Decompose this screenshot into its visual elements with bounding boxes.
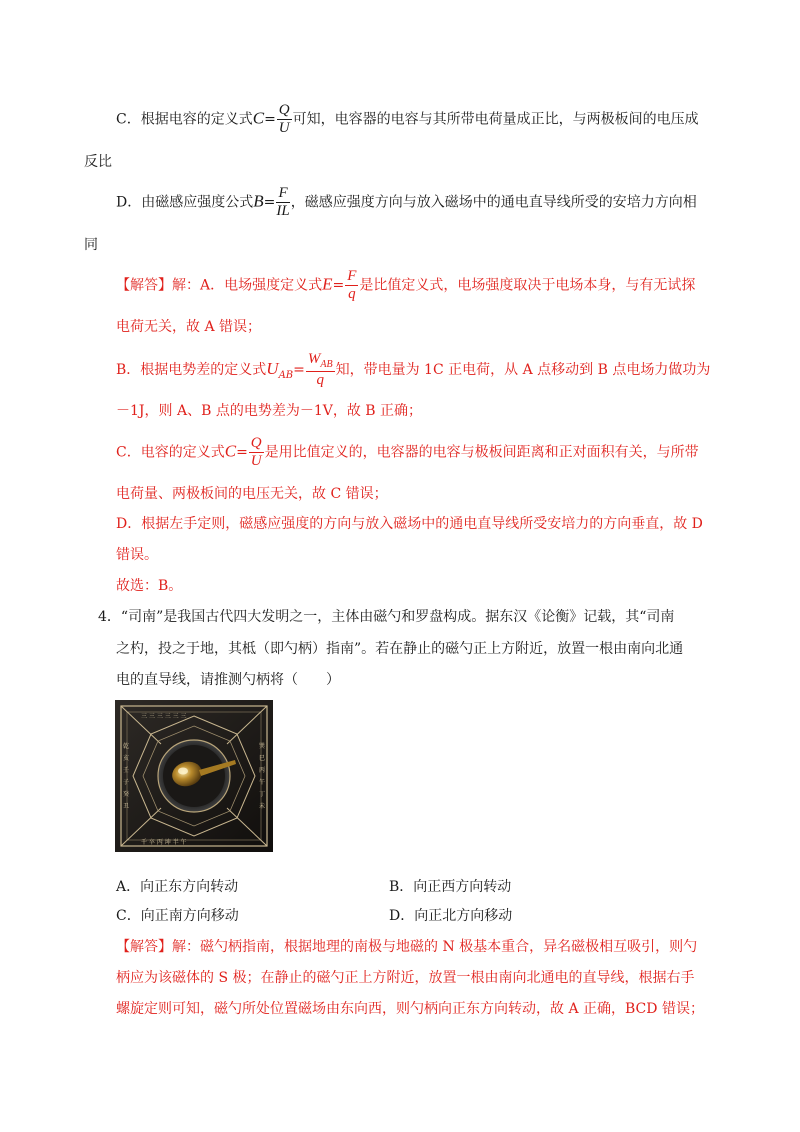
answer-line-c-continuation: 电荷量、两极板间的电压无关，故 C 错误； <box>116 486 388 502</box>
answer-line-d: D．根据左手定则，磁感应强度的方向与放入磁场中的通电直导线所受安培力的方向垂直，故 D <box>116 516 703 532</box>
numerator-subscript: AB <box>320 359 333 370</box>
answer4-line-1 <box>116 937 697 957</box>
svg-text:丁: 丁 <box>259 791 266 798</box>
svg-text:未: 未 <box>259 803 266 810</box>
question-4-line-1: 4．“司南”是我国古代四大发明之一，主体由磁勺和罗盘构成。据东汉《论衡》记载，其“司南 <box>98 609 675 625</box>
svg-text:亥: 亥 <box>123 755 130 762</box>
answer-a-suffix: 是比值定义式，电场强度取决于电场本身，与有无试探 <box>359 277 696 294</box>
svg-text:千 卒 丙 坤 半 午: 千 卒 丙 坤 半 午 <box>141 839 187 846</box>
fraction-denominator: U <box>278 120 290 136</box>
fraction <box>249 436 264 469</box>
fraction <box>306 352 335 388</box>
fraction <box>345 269 358 302</box>
svg-text:癸: 癸 <box>123 791 130 798</box>
answer-line-b-continuation: －1J，则 A、B 点的电势差为－1V，故 B 正确； <box>116 403 423 419</box>
formula-lhs: C <box>252 108 265 128</box>
q4-option-b: B．向正西方向转动 <box>389 879 512 895</box>
fraction <box>277 103 292 136</box>
answer-tag: 【解答】 <box>116 939 172 955</box>
sinan-compass-photo <box>113 698 275 854</box>
answer-line-a: 【解答】解：A．电场强度定义式E= $\frac{F}{q}$ 是比值定义式，电场强度取决于电场本身，与有无试探 <box>116 268 696 302</box>
svg-text:乾: 乾 <box>123 743 130 750</box>
fraction-denominator: IL <box>276 203 290 219</box>
answer-line-c: C．电容的定义式C= $\frac{Q}{U}$ 是用比值定义的，电容器的电容与极板间距离和正对面积有关，与所带 <box>116 435 699 469</box>
question-4-line-3: 电的直导线，请推测勺柄将（ ） <box>116 672 340 688</box>
q4-option-a: A．向正东方向转动 <box>116 879 239 895</box>
svg-text:子: 子 <box>123 779 130 786</box>
answer4-line-3: 螺旋定则可知，磁勺所处位置磁场由东向西，则勺柄向正东方向转动，故 A 正确，BCD 错误； <box>116 1001 704 1017</box>
fraction-numerator: F <box>276 186 289 203</box>
option-c: C．根据电容的定义式C= $\frac{Q}{U}$ 可知，电容器的电容与其所带电荷量成正比，与两极板间的电压成 <box>116 102 699 136</box>
option-c-suffix: 可知，电容器的电容与其所带电荷量成正比，与两极板间的电压成 <box>292 111 699 128</box>
answer-b-suffix: 知，带电量为 1C 正电荷，从 A 点移动到 B 点电场力做功为 <box>335 362 711 378</box>
answer-line-b: B．根据电势差的定义式$U_{AB}=$ $\frac{W_{AB}}{q}$ 知，带电量为 1C 正电荷，从 A 点移动到 B 点电场力做功为 <box>116 351 711 388</box>
fraction-numerator <box>306 352 335 372</box>
question-4-line-2: 之杓，投之于地，其柢（即勺柄）指南”。若在静止的磁勺正上方附近，放置一根由南向北通 <box>116 641 684 657</box>
svg-text:壬: 壬 <box>123 767 130 774</box>
answer-c-suffix: 是用比值定义的，电容器的电容与极板间距离和正对面积有关，与所带 <box>264 444 699 461</box>
fraction-denominator: U <box>250 453 262 469</box>
numerator-symbol: W <box>307 351 321 367</box>
option-d-continuation: 同 <box>84 237 98 253</box>
fraction-denominator: q <box>316 372 324 388</box>
fraction <box>276 186 289 219</box>
answer-tag: 【解答】 <box>116 277 172 294</box>
answer-a-prefix: 解：A．电场强度定义式 <box>172 277 323 294</box>
svg-text:巽: 巽 <box>259 743 266 750</box>
answer-line-a-continuation: 电荷无关，故 A 错误； <box>116 319 262 335</box>
answer-line-d-continuation: 错误。 <box>116 547 158 563</box>
q4-option-c: C．向正南方向移动 <box>116 908 239 924</box>
formula-lhs: C <box>224 441 237 461</box>
option-c-prefix: C．根据电容的定义式 <box>116 111 253 128</box>
answer-b-prefix: B．根据电势差的定义式 <box>116 362 267 378</box>
svg-text:午: 午 <box>259 779 266 786</box>
svg-text:丙: 丙 <box>259 767 266 774</box>
option-d-suffix: ，磁感应强度方向与放入磁场中的通电直导线所受的安培力方向相 <box>290 194 697 211</box>
fraction-numerator: Q <box>278 102 290 118</box>
svg-text:三 三 三 三 三 三: 三 三 三 三 三 三 <box>141 713 187 720</box>
answer4-line-1-text: 解：磁勺柄指南，根据地理的南极与地磁的 N 极基本重合，异名磁极相互吸引，则勺 <box>172 939 698 955</box>
answer-choice: 故选：B。 <box>116 578 183 594</box>
option-c-continuation: 反比 <box>84 154 112 170</box>
answer4-line-2: 柄应为该磁体的 S 极；在静止的磁勺正上方附近，放置一根由南向北通电的直导线，根据右手 <box>116 970 695 986</box>
fraction-denominator: q <box>348 286 356 302</box>
option-d-prefix: D．由磁感应强度公式 <box>116 194 254 211</box>
svg-text:丑: 丑 <box>123 803 130 810</box>
q4-option-d: D．向正北方向移动 <box>389 908 513 924</box>
option-d: D．由磁感应强度公式B= $\frac{F}{IL}$ ，磁感应强度方向与放入磁场中的通电直导线所受的安培力方向相 <box>116 185 697 219</box>
answer-c-prefix: C．电容的定义式 <box>116 444 225 461</box>
formula-subscript: AB <box>278 370 294 381</box>
formula-lhs: E <box>322 274 333 294</box>
fraction-numerator: Q <box>250 435 262 451</box>
formula-lhs: B <box>253 191 264 211</box>
svg-text:巳: 巳 <box>259 755 266 762</box>
fraction-numerator: F <box>347 268 357 284</box>
formula-lhs: U <box>266 359 279 378</box>
